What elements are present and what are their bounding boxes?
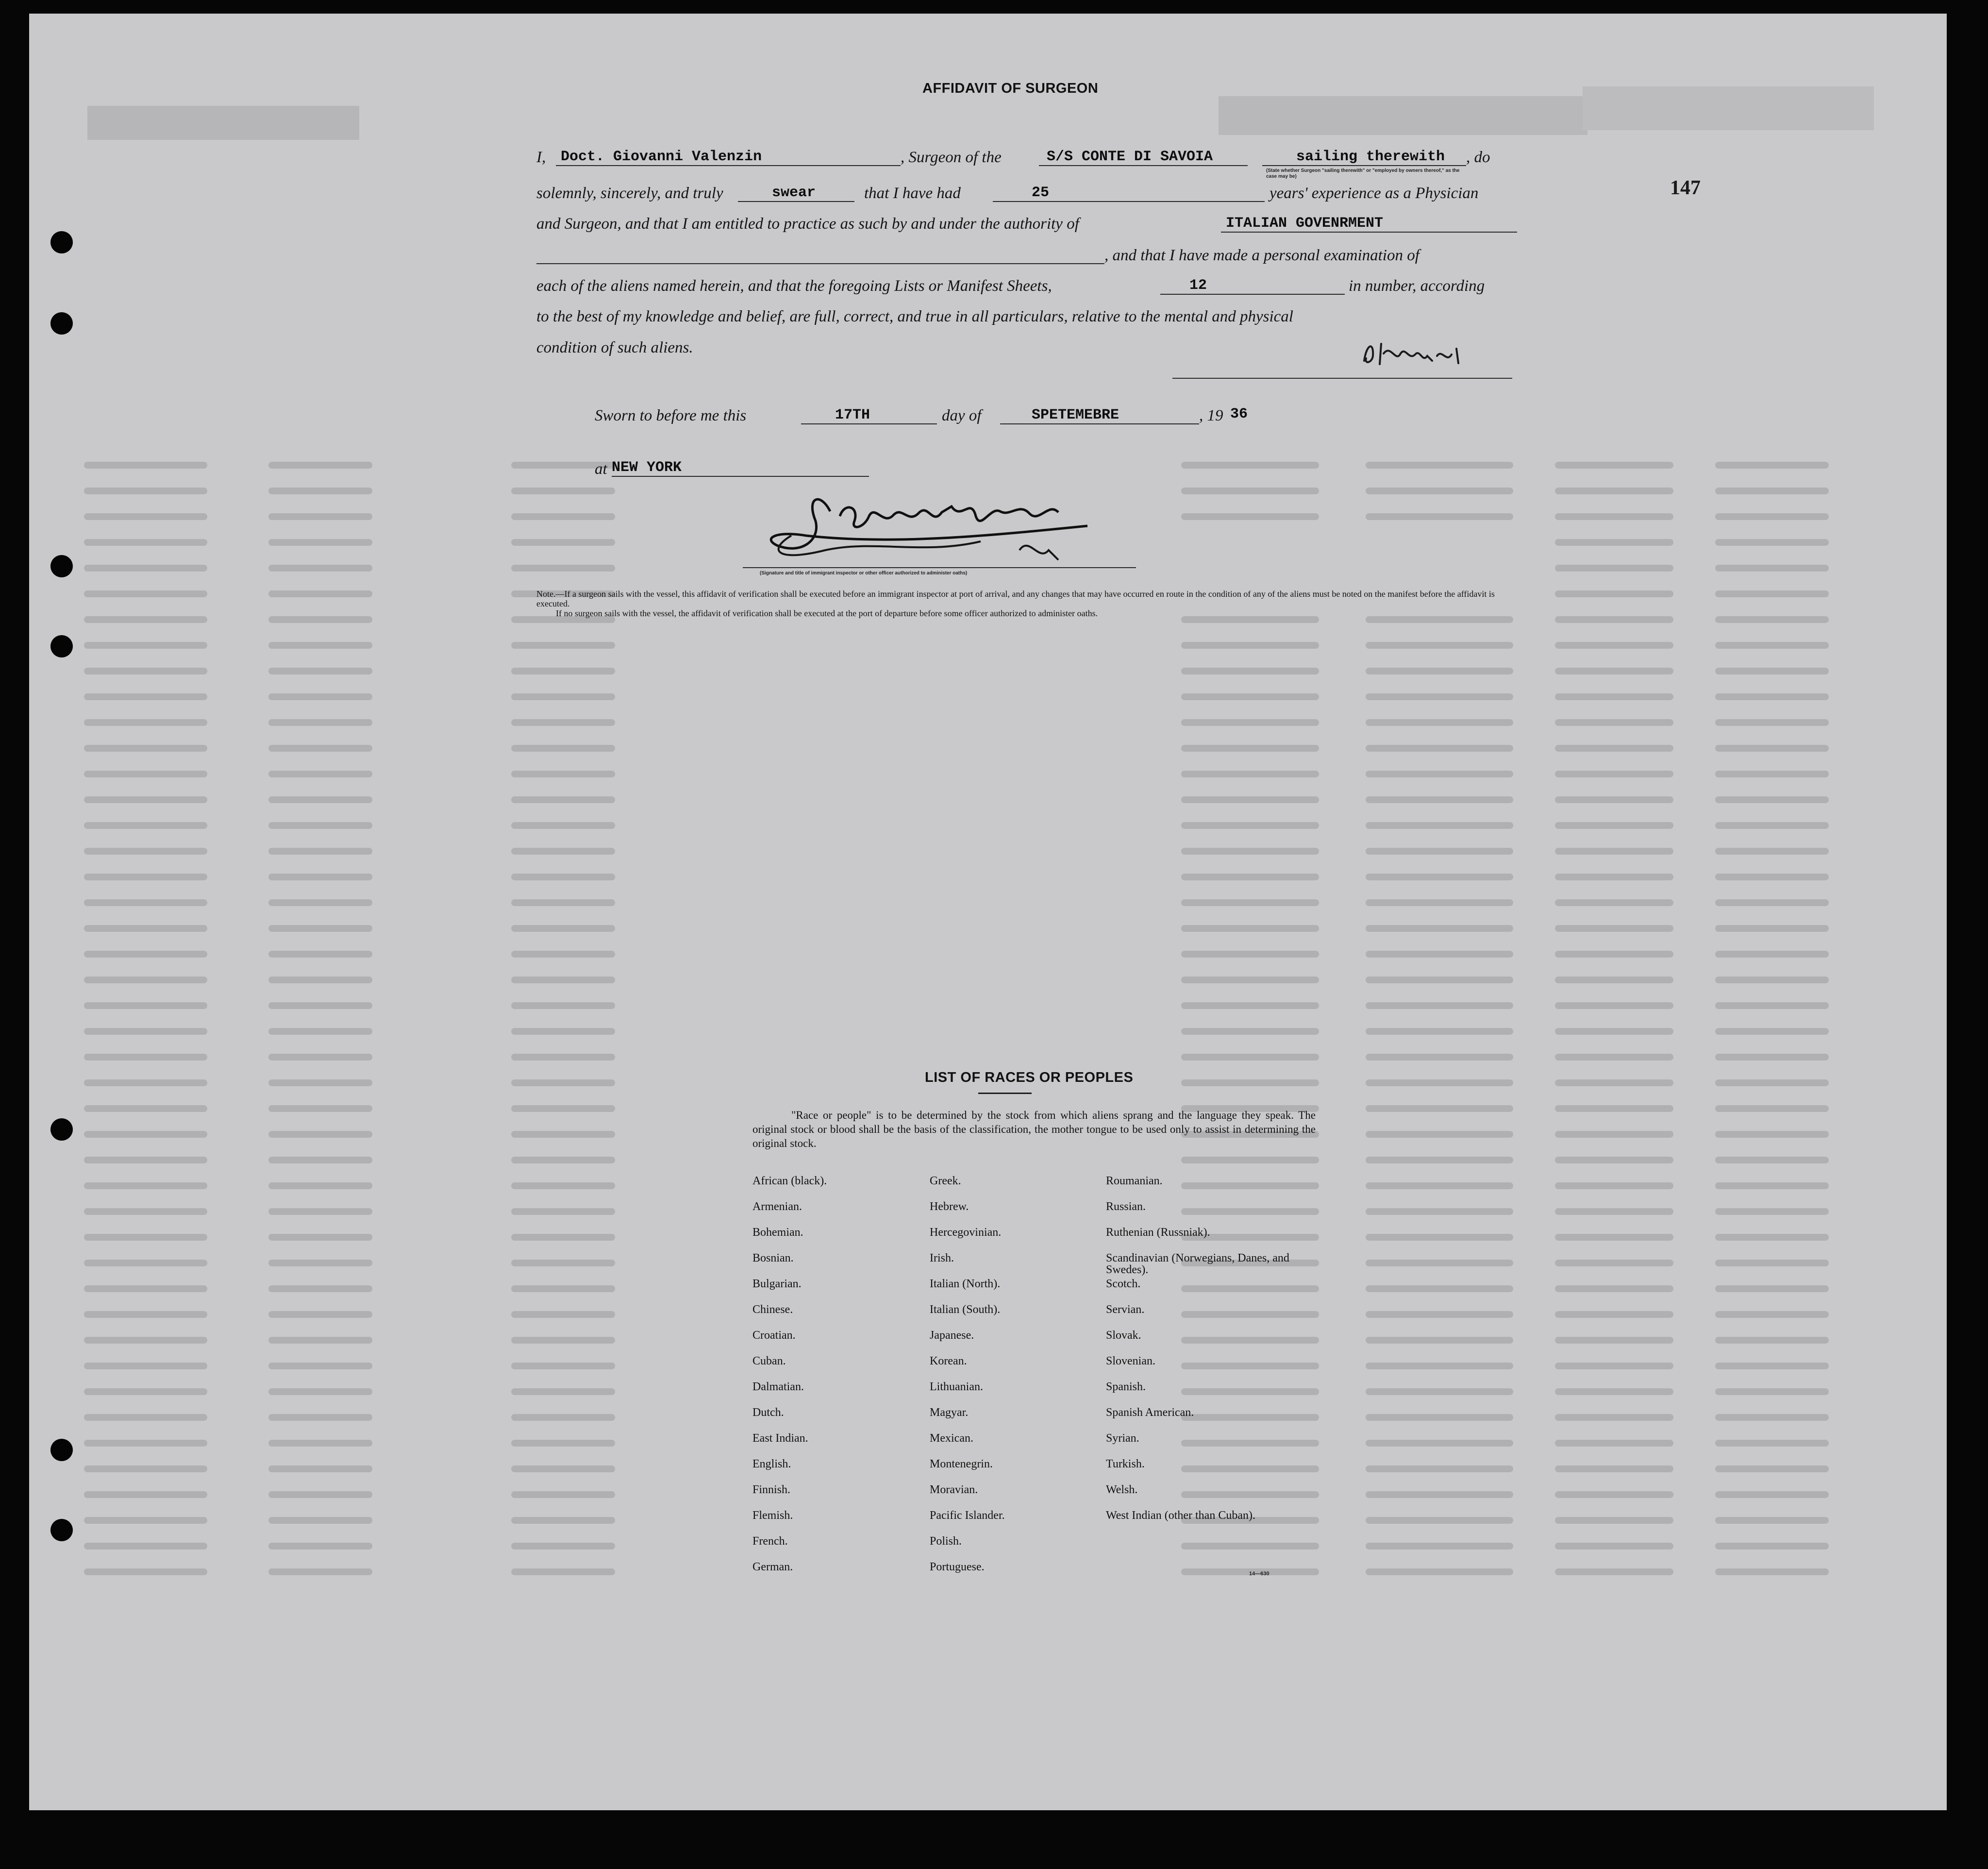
text-year-prefix: , 19	[1199, 407, 1223, 424]
race-item: Slovenian.	[1106, 1355, 1155, 1367]
status-instruction: (State whether Surgeon "sailing therewith" or "employed by owners thereof," as the case may be)	[1266, 168, 1460, 179]
sworn-place: NEW YORK	[612, 459, 682, 476]
race-item: Magyar.	[930, 1406, 969, 1419]
race-item: Turkish.	[1106, 1458, 1145, 1470]
races-heading: LIST OF RACES OR PEOPLES	[925, 1070, 1134, 1085]
race-item: Roumanian.	[1106, 1175, 1163, 1187]
text-solemnly: solemnly, sincerely, and truly	[536, 185, 723, 202]
races-column-1	[752, 1175, 927, 1587]
race-item: Ruthenian (Russniak).	[1106, 1226, 1210, 1239]
years-field	[993, 185, 1265, 202]
text-sworn: Sworn to before me this	[595, 407, 747, 424]
surgeon-signature	[1354, 334, 1481, 373]
sailing-status-field	[1262, 149, 1466, 166]
race-item: Armenian.	[752, 1200, 802, 1213]
surgeon-name-field	[556, 149, 901, 166]
sheets-field	[1160, 277, 1345, 295]
races-intro: "Race or people" is to be determined by the stock from which aliens sprang and the language they speak. The original stock or blood shall be the basis of the classification, the mother tongue to be used only to assist in determining the original stock.	[752, 1109, 1316, 1149]
race-item: Mexican.	[930, 1432, 973, 1445]
vessel-field	[1039, 149, 1248, 166]
race-item: East Indian.	[752, 1432, 808, 1445]
text-surgeon-of: , Surgeon of the	[901, 149, 1002, 166]
races-list-1	[752, 1175, 927, 1573]
text-and-surgeon: and Surgeon, and that I am entitled to practice as such by and under the authority of	[536, 215, 1079, 233]
race-item: Montenegrin.	[930, 1458, 993, 1470]
race-item: Spanish American.	[1106, 1406, 1194, 1419]
races-list-2	[930, 1175, 1104, 1573]
text-each-of-aliens: each of the aliens named herein, and that the foregoing Lists or Manifest Sheets,	[536, 277, 1052, 295]
races-heading-rule	[978, 1093, 1032, 1094]
race-item: African (black).	[752, 1175, 827, 1187]
note-no-surgeon: If no surgeon sails with the vessel, the affidavit of verification shall be executed at the port of departure before some officer authorized to administer oaths.	[556, 608, 1098, 618]
sheets-count: 12	[1189, 277, 1207, 294]
race-item: Welsh.	[1106, 1483, 1138, 1496]
authority-value: ITALIAN GOVENRMENT	[1226, 215, 1384, 232]
inspector-signature-line	[743, 567, 1136, 568]
place-field	[612, 459, 869, 477]
binder-hole	[50, 1519, 73, 1541]
note-surgeon-sails: Note.—If a surgeon sails with the vessel, this affidavit of verification shall be executed before an immigrant inspector at port of arrival, and any changes that may have occurred en route in the condition of any of the aliens must be noted on the manifest before the affidavit is executed.	[536, 589, 1495, 608]
race-item: Bohemian.	[752, 1226, 803, 1239]
surgeon-signature-line	[1172, 349, 1512, 379]
race-item: Hercegovinian.	[930, 1226, 1002, 1239]
binder-hole	[50, 312, 73, 335]
race-item: Croatian.	[752, 1329, 796, 1342]
sailing-status: sailing therewith	[1296, 149, 1445, 165]
text-do: , do	[1466, 149, 1490, 166]
race-item: Syrian.	[1106, 1432, 1139, 1445]
form-code: 14—630	[1249, 1571, 1270, 1577]
oath-word: swear	[772, 185, 816, 201]
race-item: Irish.	[930, 1252, 954, 1264]
race-item: Finnish.	[752, 1483, 791, 1496]
vessel-name: S/S CONTE DI SAVOIA	[1047, 149, 1213, 165]
surgeon-name: Doct. Giovanni Valenzin	[561, 149, 762, 165]
race-item: Cuban.	[752, 1355, 786, 1367]
oath-field	[738, 185, 854, 202]
text-that-i-have-had: that I have had	[864, 185, 961, 202]
inspector-signature	[748, 477, 1146, 574]
race-item: Lithuanian.	[930, 1381, 983, 1393]
month-field	[1000, 407, 1199, 424]
binder-hole	[50, 635, 73, 657]
race-item: Moravian.	[930, 1483, 978, 1496]
race-item: German.	[752, 1561, 793, 1573]
race-item: Dalmatian.	[752, 1381, 804, 1393]
sworn-month: SPETEMEBRE	[1032, 407, 1119, 423]
races-column-2	[930, 1175, 1104, 1587]
race-item: Chinese.	[752, 1303, 793, 1316]
binder-hole	[50, 555, 73, 577]
race-item: French.	[752, 1535, 788, 1548]
race-item: Dutch.	[752, 1406, 784, 1419]
race-item: Spanish.	[1106, 1381, 1146, 1393]
races-list-3	[1106, 1175, 1290, 1521]
text-i: I,	[536, 149, 546, 166]
manifest-sheet	[29, 14, 1947, 1810]
race-item: Italian (North).	[930, 1278, 1001, 1290]
race-item: Slovak.	[1106, 1329, 1141, 1342]
text-day-of: day of	[942, 407, 982, 424]
text-in-number: in number, according	[1349, 277, 1485, 295]
text-condition: condition of such aliens.	[536, 339, 693, 356]
race-item: Scandinavian (Norwegians, Danes, and Swedes).	[1106, 1252, 1289, 1276]
affidavit-note	[536, 589, 1515, 618]
race-item: Japanese.	[930, 1329, 974, 1342]
text-best-of-knowledge: to the best of my knowledge and belief, are full, correct, and true in all particulars, relative to the mental and physical	[536, 308, 1293, 325]
race-item: English.	[752, 1458, 791, 1470]
race-item: West Indian (other than Cuban).	[1106, 1509, 1255, 1522]
races-column-3	[1106, 1175, 1290, 1524]
race-item: Portuguese.	[930, 1561, 985, 1573]
authority-field	[1221, 215, 1517, 233]
race-item: Polish.	[930, 1535, 962, 1548]
race-item: Italian (South).	[930, 1303, 1001, 1316]
race-item: Russian.	[1106, 1200, 1146, 1213]
day-field	[801, 407, 937, 424]
text-years-experience: years' experience as a Physician	[1270, 185, 1479, 202]
authority-continuation-field	[536, 247, 1104, 264]
signature-caption: (Signature and title of immigrant inspector or other officer authorized to administer oaths)	[760, 571, 968, 576]
years-value: 25	[1032, 185, 1050, 201]
race-item: Hebrew.	[930, 1200, 969, 1213]
race-item: Scotch.	[1106, 1278, 1141, 1290]
binder-hole	[50, 231, 73, 253]
race-item: Servian.	[1106, 1303, 1145, 1316]
sworn-year: 36	[1230, 406, 1248, 422]
affidavit-heading: AFFIDAVIT OF SURGEON	[922, 81, 1099, 96]
race-item: Bulgarian.	[752, 1278, 802, 1290]
binder-hole	[50, 1118, 73, 1141]
race-item: Korean.	[930, 1355, 967, 1367]
race-item: Flemish.	[752, 1509, 793, 1522]
race-item: Bosnian.	[752, 1252, 794, 1264]
race-item: Pacific Islander.	[930, 1509, 1005, 1522]
text-personal-exam: , and that I have made a personal examination of	[1104, 247, 1420, 264]
page-number: 147	[1670, 177, 1701, 199]
binder-hole	[50, 1439, 73, 1461]
sworn-day: 17TH	[835, 407, 870, 423]
race-item: Greek.	[930, 1175, 961, 1187]
text-at: at	[595, 460, 607, 478]
